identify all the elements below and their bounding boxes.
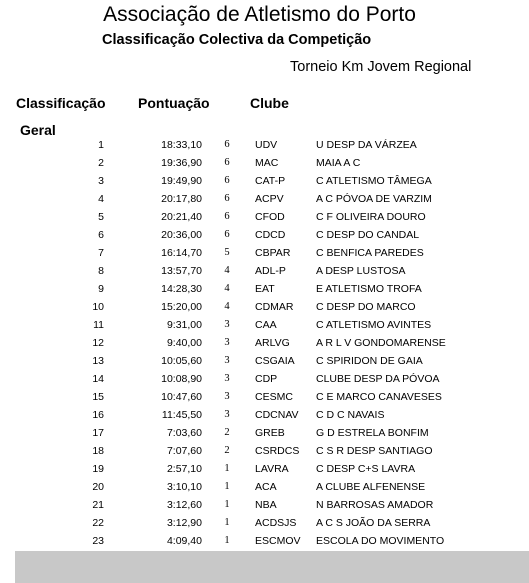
row-count: 6: [224, 157, 230, 168]
row-club-code: GREB: [255, 427, 285, 439]
row-rank: 1: [98, 139, 104, 151]
row-club-name: C SPIRIDON DE GAIA: [316, 355, 423, 367]
row-rank: 9: [98, 283, 104, 295]
row-club-code: ADL-P: [255, 265, 286, 277]
table-row: [0, 460, 529, 478]
row-club-code: UDV: [255, 139, 278, 151]
row-club-code: CDCD: [255, 229, 286, 241]
row-club-code: LAVRA: [255, 463, 289, 475]
table-row: [0, 208, 529, 226]
row-club-code: ARLVG: [255, 337, 290, 349]
row-club-name: A CLUBE ALFENENSE: [316, 481, 426, 493]
row-club-code: CAT-P: [255, 175, 286, 187]
row-score: 2:57,10: [166, 463, 202, 475]
row-score: 13:57,70: [161, 265, 202, 277]
row-score: 7:07,60: [166, 445, 202, 457]
row-club-code: CSRDCS: [255, 445, 300, 457]
row-rank: 17: [92, 427, 104, 439]
row-club-name: C F OLIVEIRA DOURO: [316, 211, 426, 223]
row-count: 6: [224, 229, 230, 240]
row-club-name: A C S JOÃO DA SERRA: [316, 517, 431, 529]
table-row: [0, 226, 529, 244]
row-club-name: C D C NAVAIS: [316, 409, 385, 421]
row-rank: 11: [93, 319, 104, 331]
column-header-clube: Clube: [250, 95, 289, 111]
row-count: 1: [224, 463, 230, 474]
row-count: 3: [224, 337, 230, 348]
table-row: [0, 478, 529, 496]
table-row: [0, 514, 529, 532]
table-row: [0, 532, 529, 550]
row-score: 3:10,10: [166, 481, 202, 493]
table-row: [0, 136, 529, 154]
row-score: 16:14,70: [161, 247, 202, 259]
row-rank: 10: [92, 301, 104, 313]
row-club-name: A C PÓVOA DE VARZIM: [316, 193, 432, 205]
row-count: 3: [224, 409, 230, 420]
row-score: 4:09,40: [166, 535, 202, 547]
row-score: 7:03,60: [166, 427, 202, 439]
row-score: 20:17,80: [161, 193, 202, 205]
row-count: 5: [224, 247, 230, 258]
row-rank: 23: [92, 535, 104, 547]
row-club-name: C BENFICA PAREDES: [316, 247, 424, 259]
row-club-name: U DESP DA VÁRZEA: [316, 139, 417, 151]
row-rank: 7: [98, 247, 104, 259]
footer-bar: [15, 551, 529, 583]
row-club-name: N BARROSAS AMADOR: [316, 499, 434, 511]
row-club-code: CESMC: [255, 391, 293, 403]
row-club-name: E ATLETISMO TROFA: [316, 283, 422, 295]
table-row: [0, 154, 529, 172]
row-club-name: CLUBE DESP DA PÓVOA: [316, 373, 440, 385]
row-score: 10:08,90: [161, 373, 202, 385]
row-score: 3:12,90: [166, 517, 202, 529]
row-club-name: MAIA A C: [316, 157, 361, 169]
row-score: 10:05,60: [161, 355, 202, 367]
row-club-name: A R L V GONDOMARENSE: [316, 337, 446, 349]
row-rank: 4: [98, 193, 104, 205]
row-rank: 19: [92, 463, 104, 475]
row-rank: 22: [92, 517, 104, 529]
table-row: [0, 388, 529, 406]
row-club-code: ACPV: [255, 193, 284, 205]
row-rank: 20: [92, 481, 104, 493]
row-count: 3: [224, 373, 230, 384]
event-name: Torneio Km Jovem Regional: [290, 59, 472, 75]
table-row: [0, 316, 529, 334]
row-score: 19:36,90: [161, 157, 202, 169]
row-score: 20:36,00: [161, 229, 202, 241]
table-row: [0, 334, 529, 352]
section-label: Geral: [20, 122, 56, 138]
row-score: 9:40,00: [166, 337, 202, 349]
row-score: 3:12,60: [166, 499, 202, 511]
row-count: 3: [224, 391, 230, 402]
row-club-code: CAA: [255, 319, 277, 331]
row-club-code: CSGAIA: [255, 355, 295, 367]
row-score: 18:33,10: [161, 139, 202, 151]
row-club-name: A DESP LUSTOSA: [316, 265, 406, 277]
row-score: 20:21,40: [161, 211, 202, 223]
row-score: 19:49,90: [161, 175, 202, 187]
row-club-code: CDP: [255, 373, 278, 385]
row-score: 11:45,50: [161, 409, 202, 421]
row-club-code: ESCMOV: [255, 535, 301, 547]
table-row: [0, 298, 529, 316]
row-rank: 6: [98, 229, 104, 241]
row-count: 6: [224, 211, 230, 222]
row-count: 6: [224, 193, 230, 204]
row-count: 4: [224, 283, 230, 294]
table-row: [0, 424, 529, 442]
row-score: 9:31,00: [166, 319, 202, 331]
row-club-name: C DESP C+S LAVRA: [316, 463, 416, 475]
row-score: 14:28,30: [161, 283, 202, 295]
row-count: 4: [224, 301, 230, 312]
row-rank: 21: [92, 499, 104, 511]
row-count: 6: [224, 139, 230, 150]
row-rank: 13: [92, 355, 104, 367]
row-score: 10:47,60: [161, 391, 202, 403]
row-club-name: C E MARCO CANAVESES: [316, 391, 442, 403]
row-count: 1: [224, 499, 230, 510]
row-club-code: CBPAR: [255, 247, 291, 259]
row-rank: 5: [98, 211, 104, 223]
table-row: [0, 406, 529, 424]
row-club-code: ACDSJS: [255, 517, 297, 529]
row-rank: 8: [98, 265, 104, 277]
row-count: 1: [224, 481, 230, 492]
table-row: [0, 244, 529, 262]
row-count: 2: [224, 427, 230, 438]
row-count: 6: [224, 175, 230, 186]
row-club-code: CDMAR: [255, 301, 294, 313]
results-table: [0, 136, 529, 550]
row-club-code: NBA: [255, 499, 277, 511]
column-header-classificacao: Classificação: [16, 95, 106, 111]
document-title-text: Associação de Atletismo do Porto: [103, 3, 416, 26]
row-club-name: G D ESTRELA BONFIM: [316, 427, 429, 439]
table-row: [0, 370, 529, 388]
row-club-name: C DESP DO MARCO: [316, 301, 416, 313]
row-club-name: C DESP DO CANDAL: [316, 229, 420, 241]
row-club-name: ESCOLA DO MOVIMENTO: [316, 535, 445, 547]
row-score: 15:20,00: [161, 301, 202, 313]
row-count: 4: [224, 265, 230, 276]
row-club-code: MAC: [255, 157, 279, 169]
row-club-name: C ATLETISMO AVINTES: [316, 319, 432, 331]
row-club-code: CFOD: [255, 211, 285, 223]
row-rank: 12: [92, 337, 104, 349]
table-row: [0, 442, 529, 460]
table-row: [0, 496, 529, 514]
row-rank: 3: [98, 175, 104, 187]
row-club-code: EAT: [255, 283, 275, 295]
column-header-pontuacao: Pontuação: [138, 95, 210, 111]
table-row: [0, 190, 529, 208]
row-club-name: C ATLETISMO TÂMEGA: [316, 175, 432, 187]
row-rank: 14: [92, 373, 104, 385]
table-row: [0, 172, 529, 190]
document-title: [0, 2, 529, 28]
row-count: 2: [224, 445, 230, 456]
table-row: [0, 262, 529, 280]
row-club-code: CDCNAV: [255, 409, 299, 421]
row-count: 1: [224, 517, 230, 528]
row-rank: 15: [92, 391, 104, 403]
row-count: 3: [224, 319, 230, 330]
table-row: [0, 352, 529, 370]
row-rank: 2: [98, 157, 104, 169]
row-club-name: C S R DESP SANTIAGO: [316, 445, 433, 457]
table-row: [0, 280, 529, 298]
row-club-code: ACA: [255, 481, 277, 493]
document-subtitle: Classificação Colectiva da Competição: [102, 32, 372, 48]
row-rank: 16: [92, 409, 104, 421]
row-rank: 18: [92, 445, 104, 457]
row-count: 1: [224, 535, 230, 546]
row-count: 3: [224, 355, 230, 366]
